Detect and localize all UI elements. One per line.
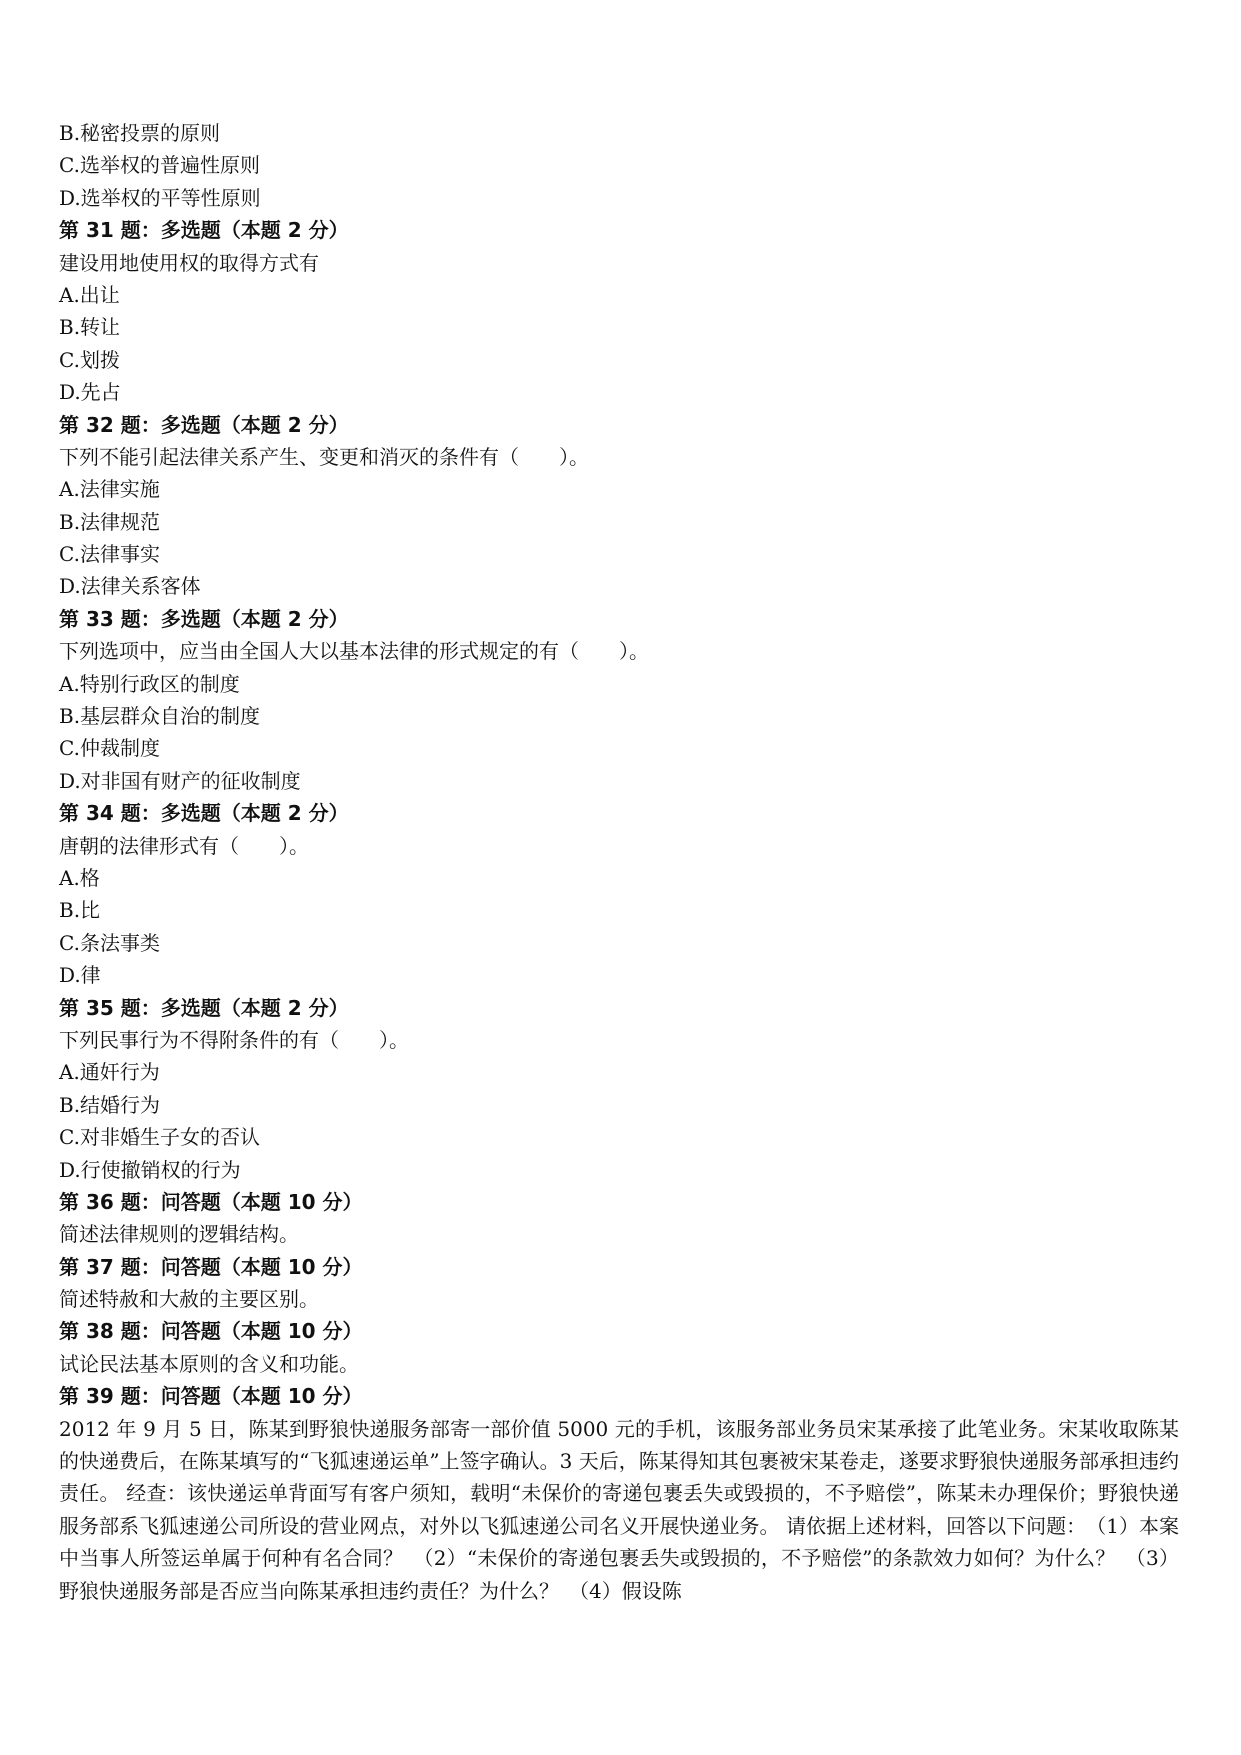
case-paragraph: 2012 年 9 月 5 日，陈某到野狼快递服务部寄一部价值 5000 元的手机，该服务部业务员宋某承接了此笔业务。宋某收取陈某的快递费后，在陈某填写的“飞狐速递运单”上签字确认。3 天后，陈某得知其包裹被宋某卷走，遂要求野狼快递服务部承担违约责任。 经查：该快递运单背面写有客户须知，载明“未保价的寄递包裹丢失或毁损的，不予赔偿”，陈某未办理保价；野狼快递服务部系飞狐速递公司所设的营业网点，对外以飞狐速递公司名义开展快递业务。 请依据上述材料，回答以下问题： （1）本案中当事人所签运单属于何种有名合同？ （2）“未保价的寄递包裹丢失或毁损的，不予赔偿”的条款效力如何？为什么？ （3）野狼快递服务部是否应当向陈某承担违约责任？为什么？ （4）假设陈 xyxy=(59,1416,1179,1603)
question-text: 简述特赦和大赦的主要区别。 xyxy=(59,1287,319,1312)
answer-option: C.选举权的普遍性原则 xyxy=(59,153,260,178)
answer-option: C.仲裁制度 xyxy=(59,736,160,761)
question-heading: 第 32 题：多选题（本题 2 分） xyxy=(59,412,349,437)
answer-option: D.律 xyxy=(59,963,101,988)
question-heading: 第 36 题：问答题（本题 10 分） xyxy=(59,1189,363,1214)
question-heading: 第 35 题：多选题（本题 2 分） xyxy=(59,995,349,1020)
answer-option: C.法律事实 xyxy=(59,542,160,567)
answer-option: D.法律关系客体 xyxy=(59,574,201,599)
answer-option: B.基层群众自治的制度 xyxy=(59,704,261,729)
question-heading: 第 34 题：多选题（本题 2 分） xyxy=(59,801,349,826)
question-text: 下列选项中，应当由全国人大以基本法律的形式规定的有（ ）。 xyxy=(59,639,649,664)
answer-option: A.出让 xyxy=(59,282,120,307)
question-heading: 第 38 题：问答题（本题 10 分） xyxy=(59,1319,363,1344)
question-text: 建设用地使用权的取得方式有 xyxy=(59,250,319,275)
answer-option: A.特别行政区的制度 xyxy=(59,671,240,696)
question-heading: 第 33 题：多选题（本题 2 分） xyxy=(59,606,349,631)
question-heading: 第 31 题：多选题（本题 2 分） xyxy=(59,218,349,243)
answer-option: B.法律规范 xyxy=(59,509,161,534)
question-text: 简述法律规则的逻辑结构。 xyxy=(59,1222,299,1247)
question-heading: 第 37 题：问答题（本题 10 分） xyxy=(59,1254,363,1279)
answer-option: D.先占 xyxy=(59,380,121,405)
answer-option: A.格 xyxy=(59,865,100,890)
answer-option: B.转让 xyxy=(59,315,121,340)
answer-option: A.法律实施 xyxy=(59,477,160,502)
answer-option: C.对非婚生子女的否认 xyxy=(59,1125,260,1150)
answer-option: D.对非国有财产的征收制度 xyxy=(59,768,301,793)
question-text: 试论民法基本原则的含义和功能。 xyxy=(59,1351,359,1376)
answer-option: B.比 xyxy=(59,898,101,923)
answer-option: B.结婚行为 xyxy=(59,1092,161,1117)
document-page xyxy=(59,117,1189,1607)
question-text: 下列民事行为不得附条件的有（ ）。 xyxy=(59,1027,409,1052)
answer-option: D.行使撤销权的行为 xyxy=(59,1157,241,1182)
answer-option: D.选举权的平等性原则 xyxy=(59,185,261,210)
answer-option: B.秘密投票的原则 xyxy=(59,121,221,145)
question-lines xyxy=(59,117,1189,1413)
answer-option: C.条法事类 xyxy=(59,930,160,955)
answer-option: C.划拨 xyxy=(59,347,120,372)
answer-option: A.通奸行为 xyxy=(59,1060,160,1085)
question-heading: 第 39 题：问答题（本题 10 分） xyxy=(59,1384,363,1409)
question-text: 下列不能引起法律关系产生、变更和消灭的条件有（ ）。 xyxy=(59,444,589,469)
question-text: 唐朝的法律形式有（ ）。 xyxy=(59,833,309,858)
